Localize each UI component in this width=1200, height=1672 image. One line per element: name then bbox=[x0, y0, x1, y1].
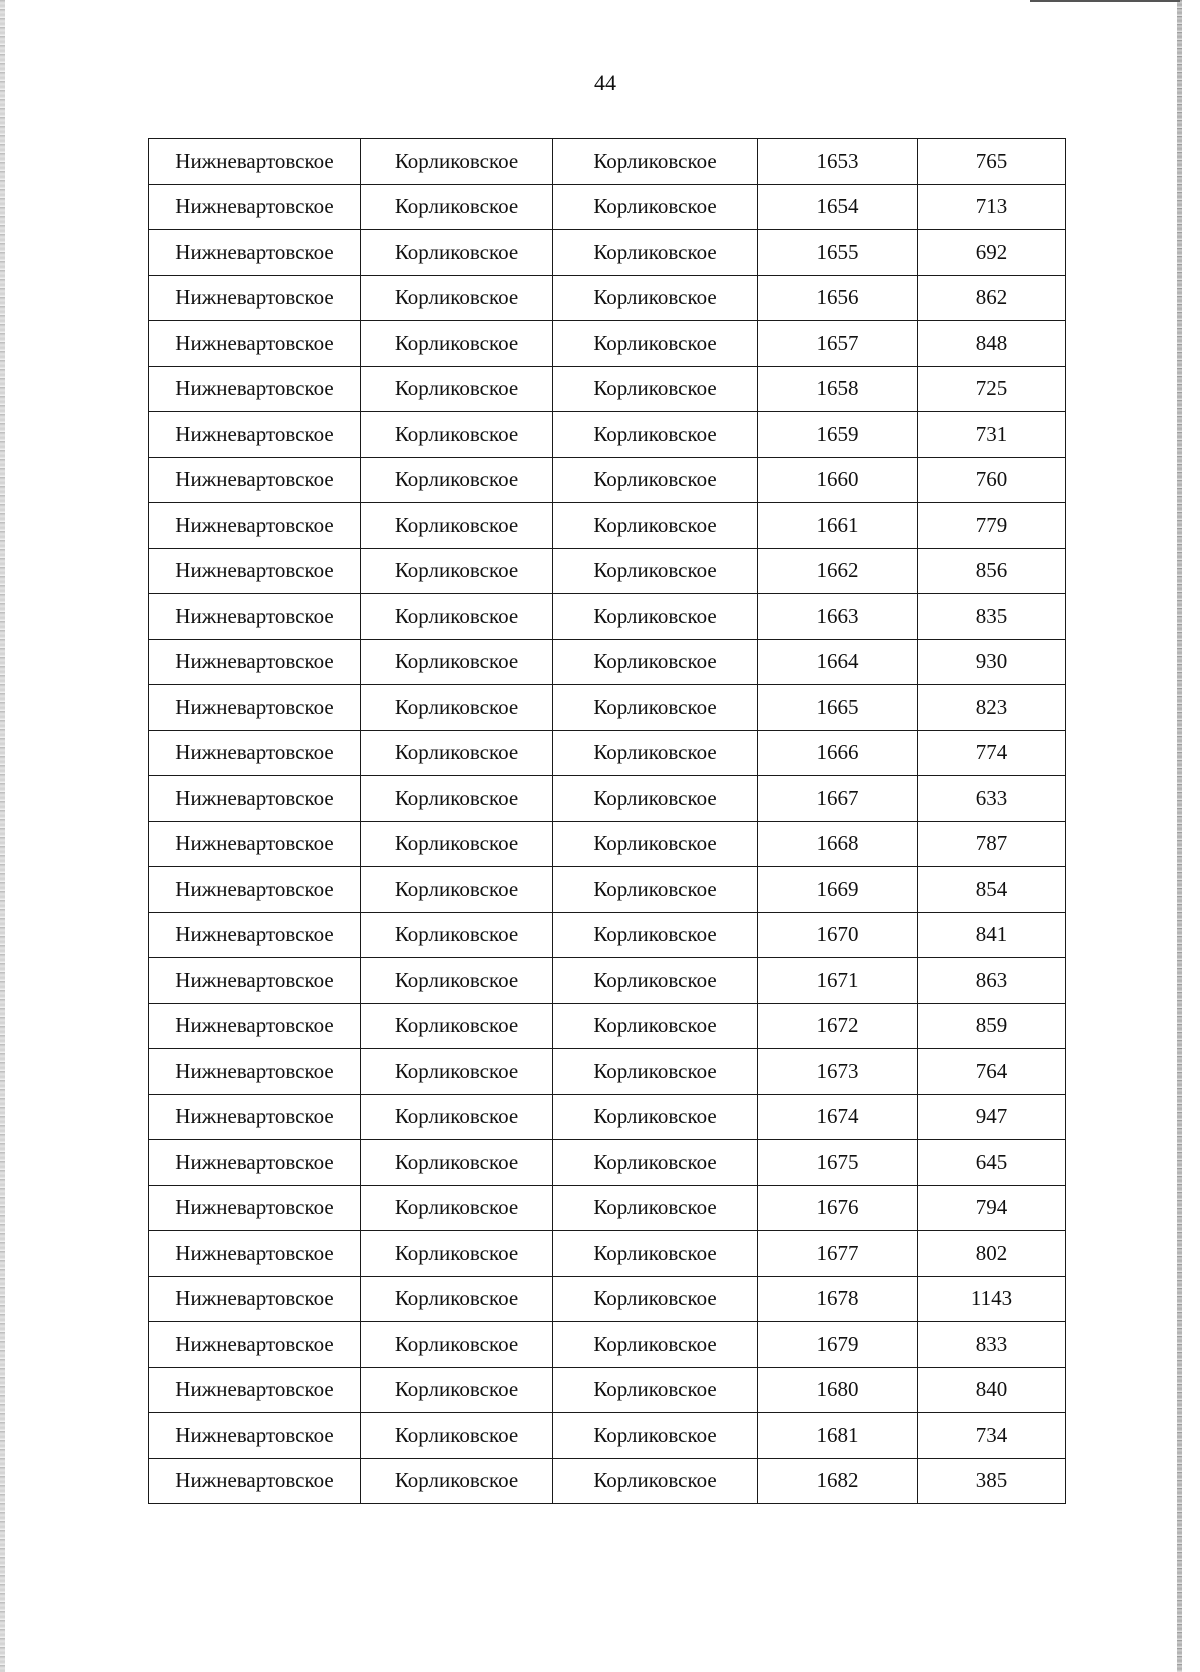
table-row bbox=[149, 730, 1066, 776]
cell-district: Нижневартовское bbox=[149, 958, 361, 1004]
cell-site: Корликовское bbox=[553, 821, 758, 867]
cell-value: 725 bbox=[918, 366, 1066, 412]
cell-site: Корликовское bbox=[553, 230, 758, 276]
cell-field: Корликовское bbox=[361, 230, 553, 276]
cell-value: 854 bbox=[918, 867, 1066, 913]
cell-district: Нижневартовское bbox=[149, 1094, 361, 1140]
cell-value: 840 bbox=[918, 1367, 1066, 1413]
cell-district: Нижневартовское bbox=[149, 821, 361, 867]
cell-site: Корликовское bbox=[553, 594, 758, 640]
cell-district: Нижневартовское bbox=[149, 867, 361, 913]
cell-value: 774 bbox=[918, 730, 1066, 776]
cell-district: Нижневартовское bbox=[149, 1049, 361, 1095]
scan-edge-top bbox=[1030, 0, 1180, 2]
cell-site: Корликовское bbox=[553, 457, 758, 503]
cell-field: Корликовское bbox=[361, 958, 553, 1004]
cell-id: 1682 bbox=[758, 1458, 918, 1504]
cell-id: 1672 bbox=[758, 1003, 918, 1049]
cell-site: Корликовское bbox=[553, 1231, 758, 1277]
cell-site: Корликовское bbox=[553, 776, 758, 822]
cell-field: Корликовское bbox=[361, 275, 553, 321]
cell-field: Корликовское bbox=[361, 1413, 553, 1459]
cell-id: 1660 bbox=[758, 457, 918, 503]
cell-field: Корликовское bbox=[361, 139, 553, 185]
cell-id: 1666 bbox=[758, 730, 918, 776]
table-row bbox=[149, 1276, 1066, 1322]
scan-edge-left bbox=[0, 0, 5, 1672]
cell-id: 1667 bbox=[758, 776, 918, 822]
cell-district: Нижневартовское bbox=[149, 1458, 361, 1504]
cell-id: 1662 bbox=[758, 548, 918, 594]
cell-district: Нижневартовское bbox=[149, 1322, 361, 1368]
cell-field: Корликовское bbox=[361, 639, 553, 685]
cell-field: Корликовское bbox=[361, 1140, 553, 1186]
cell-district: Нижневартовское bbox=[149, 1140, 361, 1186]
cell-id: 1671 bbox=[758, 958, 918, 1004]
cell-site: Корликовское bbox=[553, 639, 758, 685]
table-row bbox=[149, 412, 1066, 458]
table-row bbox=[149, 776, 1066, 822]
cell-field: Корликовское bbox=[361, 457, 553, 503]
cell-site: Корликовское bbox=[553, 1322, 758, 1368]
cell-id: 1655 bbox=[758, 230, 918, 276]
cell-field: Корликовское bbox=[361, 321, 553, 367]
cell-district: Нижневартовское bbox=[149, 366, 361, 412]
cell-district: Нижневартовское bbox=[149, 1003, 361, 1049]
table-row bbox=[149, 457, 1066, 503]
cell-site: Корликовское bbox=[553, 867, 758, 913]
cell-value: 633 bbox=[918, 776, 1066, 822]
table-row bbox=[149, 1049, 1066, 1095]
table-row bbox=[149, 1185, 1066, 1231]
cell-value: 835 bbox=[918, 594, 1066, 640]
cell-id: 1668 bbox=[758, 821, 918, 867]
cell-id: 1654 bbox=[758, 184, 918, 230]
cell-value: 787 bbox=[918, 821, 1066, 867]
cell-id: 1681 bbox=[758, 1413, 918, 1459]
cell-site: Корликовское bbox=[553, 412, 758, 458]
cell-site: Корликовское bbox=[553, 184, 758, 230]
cell-field: Корликовское bbox=[361, 1458, 553, 1504]
table-row bbox=[149, 321, 1066, 367]
page-number: 44 bbox=[594, 70, 616, 95]
cell-district: Нижневартовское bbox=[149, 912, 361, 958]
cell-district: Нижневартовское bbox=[149, 503, 361, 549]
cell-field: Корликовское bbox=[361, 1094, 553, 1140]
cell-district: Нижневартовское bbox=[149, 184, 361, 230]
cell-id: 1678 bbox=[758, 1276, 918, 1322]
table-row bbox=[149, 594, 1066, 640]
table-row bbox=[149, 1003, 1066, 1049]
cell-field: Корликовское bbox=[361, 503, 553, 549]
cell-district: Нижневартовское bbox=[149, 776, 361, 822]
table-row bbox=[149, 1413, 1066, 1459]
cell-id: 1653 bbox=[758, 139, 918, 185]
cell-id: 1677 bbox=[758, 1231, 918, 1277]
cell-value: 764 bbox=[918, 1049, 1066, 1095]
cell-field: Корликовское bbox=[361, 776, 553, 822]
cell-id: 1658 bbox=[758, 366, 918, 412]
table-row bbox=[149, 1231, 1066, 1277]
table-row bbox=[149, 867, 1066, 913]
cell-id: 1661 bbox=[758, 503, 918, 549]
cell-field: Корликовское bbox=[361, 1049, 553, 1095]
cell-district: Нижневартовское bbox=[149, 321, 361, 367]
cell-site: Корликовское bbox=[553, 912, 758, 958]
cell-id: 1679 bbox=[758, 1322, 918, 1368]
cell-district: Нижневартовское bbox=[149, 275, 361, 321]
cell-site: Корликовское bbox=[553, 1367, 758, 1413]
cell-site: Корликовское bbox=[553, 1458, 758, 1504]
cell-value: 856 bbox=[918, 548, 1066, 594]
cell-site: Корликовское bbox=[553, 366, 758, 412]
table-row bbox=[149, 639, 1066, 685]
cell-district: Нижневартовское bbox=[149, 1231, 361, 1277]
cell-value: 823 bbox=[918, 685, 1066, 731]
cell-district: Нижневартовское bbox=[149, 1367, 361, 1413]
cell-value: 385 bbox=[918, 1458, 1066, 1504]
cell-field: Корликовское bbox=[361, 730, 553, 776]
table-row bbox=[149, 230, 1066, 276]
cell-value: 779 bbox=[918, 503, 1066, 549]
cell-field: Корликовское bbox=[361, 867, 553, 913]
cell-district: Нижневартовское bbox=[149, 730, 361, 776]
cell-value: 692 bbox=[918, 230, 1066, 276]
cell-district: Нижневартовское bbox=[149, 1276, 361, 1322]
cell-field: Корликовское bbox=[361, 1185, 553, 1231]
cell-field: Корликовское bbox=[361, 1003, 553, 1049]
cell-value: 833 bbox=[918, 1322, 1066, 1368]
cell-value: 930 bbox=[918, 639, 1066, 685]
cell-district: Нижневартовское bbox=[149, 639, 361, 685]
cell-value: 765 bbox=[918, 139, 1066, 185]
cell-value: 848 bbox=[918, 321, 1066, 367]
cell-id: 1663 bbox=[758, 594, 918, 640]
table-row bbox=[149, 184, 1066, 230]
table-row bbox=[149, 685, 1066, 731]
cell-value: 1143 bbox=[918, 1276, 1066, 1322]
cell-site: Корликовское bbox=[553, 321, 758, 367]
cell-district: Нижневартовское bbox=[149, 594, 361, 640]
cell-field: Корликовское bbox=[361, 1231, 553, 1277]
scan-edge-right bbox=[1177, 0, 1182, 1672]
cell-district: Нижневартовское bbox=[149, 139, 361, 185]
cell-site: Корликовское bbox=[553, 730, 758, 776]
cell-site: Корликовское bbox=[553, 1049, 758, 1095]
cell-site: Корликовское bbox=[553, 1003, 758, 1049]
cell-field: Корликовское bbox=[361, 548, 553, 594]
cell-value: 802 bbox=[918, 1231, 1066, 1277]
table-row bbox=[149, 275, 1066, 321]
cell-value: 731 bbox=[918, 412, 1066, 458]
cell-site: Корликовское bbox=[553, 1276, 758, 1322]
cell-district: Нижневартовское bbox=[149, 412, 361, 458]
cell-id: 1669 bbox=[758, 867, 918, 913]
cell-field: Корликовское bbox=[361, 821, 553, 867]
cell-value: 794 bbox=[918, 1185, 1066, 1231]
cell-field: Корликовское bbox=[361, 594, 553, 640]
cell-id: 1657 bbox=[758, 321, 918, 367]
cell-value: 645 bbox=[918, 1140, 1066, 1186]
table-body bbox=[149, 139, 1066, 1504]
cell-field: Корликовское bbox=[361, 412, 553, 458]
cell-field: Корликовское bbox=[361, 1322, 553, 1368]
cell-site: Корликовское bbox=[553, 548, 758, 594]
table-row bbox=[149, 1140, 1066, 1186]
cell-site: Корликовское bbox=[553, 1094, 758, 1140]
cell-district: Нижневартовское bbox=[149, 548, 361, 594]
cell-site: Корликовское bbox=[553, 958, 758, 1004]
table-row bbox=[149, 503, 1066, 549]
cell-site: Корликовское bbox=[553, 139, 758, 185]
cell-id: 1656 bbox=[758, 275, 918, 321]
cell-value: 841 bbox=[918, 912, 1066, 958]
cell-value: 863 bbox=[918, 958, 1066, 1004]
cell-id: 1675 bbox=[758, 1140, 918, 1186]
table-row bbox=[149, 366, 1066, 412]
cell-id: 1665 bbox=[758, 685, 918, 731]
cell-id: 1673 bbox=[758, 1049, 918, 1095]
cell-value: 859 bbox=[918, 1003, 1066, 1049]
table-row bbox=[149, 912, 1066, 958]
cell-id: 1674 bbox=[758, 1094, 918, 1140]
cell-field: Корликовское bbox=[361, 1367, 553, 1413]
cell-id: 1659 bbox=[758, 412, 918, 458]
cell-value: 734 bbox=[918, 1413, 1066, 1459]
cell-district: Нижневартовское bbox=[149, 1185, 361, 1231]
cell-field: Корликовское bbox=[361, 912, 553, 958]
cell-field: Корликовское bbox=[361, 366, 553, 412]
cell-district: Нижневартовское bbox=[149, 685, 361, 731]
table-row bbox=[149, 821, 1066, 867]
cell-district: Нижневартовское bbox=[149, 230, 361, 276]
cell-value: 862 bbox=[918, 275, 1066, 321]
table-row bbox=[149, 1367, 1066, 1413]
cell-site: Корликовское bbox=[553, 1140, 758, 1186]
cell-id: 1664 bbox=[758, 639, 918, 685]
cell-site: Корликовское bbox=[553, 685, 758, 731]
table-row bbox=[149, 139, 1066, 185]
cell-site: Корликовское bbox=[553, 503, 758, 549]
table-row bbox=[149, 548, 1066, 594]
cell-site: Корликовское bbox=[553, 1185, 758, 1231]
cell-id: 1676 bbox=[758, 1185, 918, 1231]
cell-site: Корликовское bbox=[553, 275, 758, 321]
cell-field: Корликовское bbox=[361, 685, 553, 731]
cell-district: Нижневартовское bbox=[149, 457, 361, 503]
table-row bbox=[149, 1322, 1066, 1368]
data-table bbox=[148, 138, 1066, 1504]
cell-value: 947 bbox=[918, 1094, 1066, 1140]
cell-id: 1680 bbox=[758, 1367, 918, 1413]
cell-value: 760 bbox=[918, 457, 1066, 503]
cell-field: Корликовское bbox=[361, 184, 553, 230]
table-row bbox=[149, 1458, 1066, 1504]
table-row bbox=[149, 958, 1066, 1004]
table-row bbox=[149, 1094, 1066, 1140]
cell-district: Нижневартовское bbox=[149, 1413, 361, 1459]
cell-id: 1670 bbox=[758, 912, 918, 958]
cell-field: Корликовское bbox=[361, 1276, 553, 1322]
cell-value: 713 bbox=[918, 184, 1066, 230]
cell-site: Корликовское bbox=[553, 1413, 758, 1459]
